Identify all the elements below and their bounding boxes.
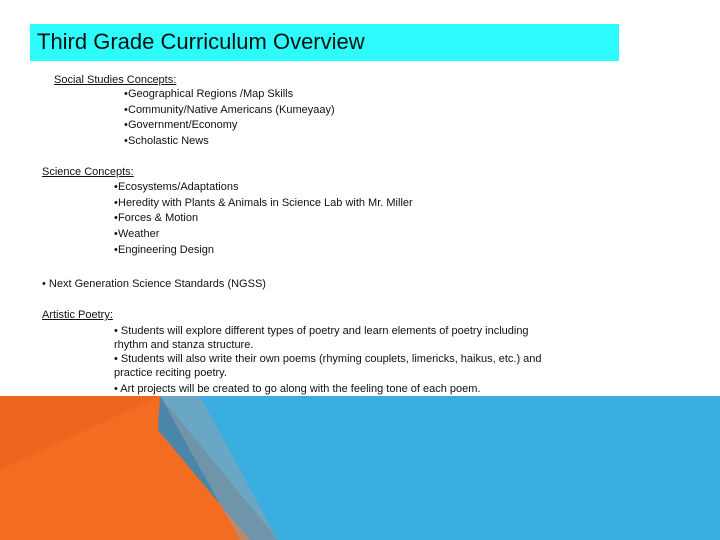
list-item: •Weather (114, 228, 160, 241)
social-studies-list (124, 87, 335, 150)
poetry-paragraph-3: • Art projects will be created to go along with the feeling tone of each poem. (114, 383, 481, 395)
artistic-poetry-heading: Artistic Poetry: (42, 309, 113, 321)
ngss-line: • Next Generation Science Standards (NGSS) (42, 278, 266, 290)
science-heading: Science Concepts: (42, 166, 134, 178)
list-item: •Government/Economy (124, 119, 238, 132)
list-item: •Heredity with Plants & Animals in Science Lab with Mr. Miller (114, 196, 413, 209)
list-item: •Ecosystems/Adaptations (114, 181, 239, 193)
list-item: •Geographical Regions /Map Skills (124, 88, 294, 100)
list-item: •Scholastic News (124, 135, 209, 148)
title-bar (30, 24, 619, 61)
poetry-paragraph-1: • Students will explore different types of poetry and learn elements of poetry including rhythm and stanza structure. (114, 325, 529, 351)
social-studies-heading: Social Studies Concepts: (54, 74, 177, 86)
list-item: •Forces & Motion (114, 212, 199, 225)
science-list (114, 180, 413, 259)
list-item: •Community/Native Americans (Kumeyaay) (124, 103, 335, 116)
slide-title: Third Grade Curriculum Overview (37, 29, 365, 54)
poetry-paragraph-2: • Students will also write their own poems (rhyming couplets, limericks, haikus, etc.) and practice reciting poetry. (114, 353, 542, 379)
list-item: •Engineering Design (114, 243, 215, 256)
